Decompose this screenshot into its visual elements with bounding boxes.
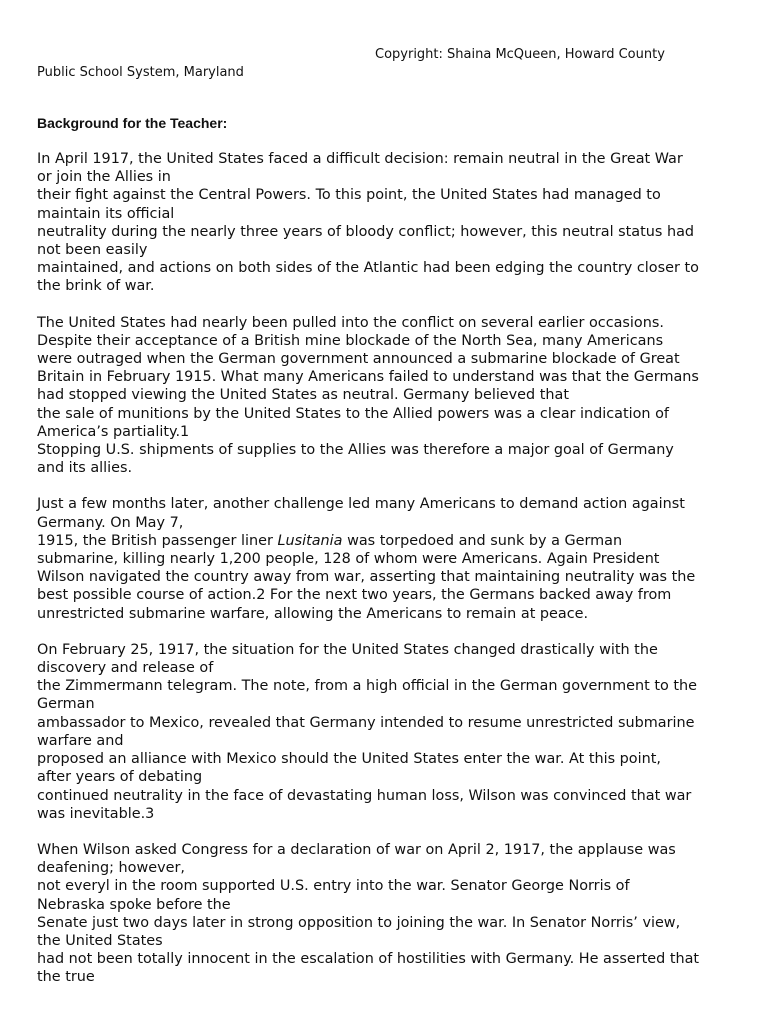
text-line: or join the Allies in — [37, 169, 171, 186]
text-line: the Zimmermann telegram. The note, from a high official in the German government to the — [37, 678, 697, 695]
text-line: the sale of munitions by the United States to the Allied powers was a clear indication of — [37, 405, 669, 422]
paragraph-1 — [37, 150, 737, 296]
text-line: unrestricted submarine warfare, allowing the Americans to remain at peace. — [37, 605, 589, 622]
text-line: had not been totally innocent in the escalation of hostilities with Germany. He asserted that — [37, 951, 700, 968]
text-line: proposed an alliance with Mexico should the United States enter the war. At this point, — [37, 751, 661, 768]
text-line: not been easily — [37, 242, 148, 259]
paragraph-5 — [37, 841, 737, 987]
text-line: submarine, killing nearly 1,200 people, 128 of whom were Americans. Again President — [37, 551, 660, 568]
text-line: was inevitable.3 — [37, 805, 155, 822]
text-segment: was torpedoed and sunk by a German — [342, 532, 623, 549]
text-line: the United States — [37, 932, 163, 949]
document-page — [37, 46, 737, 987]
paragraph-4 — [37, 641, 737, 823]
text-line: Britain in February 1915. What many Americans failed to understand was that the Germans — [37, 369, 699, 386]
text-line: Germany. On May 7, — [37, 514, 184, 531]
text-line: deafening; however, — [37, 860, 185, 877]
text-segment: 1915, the British passenger liner — [37, 532, 278, 549]
text-line: Stopping U.S. shipments of supplies to the Allies was therefore a major goal of Germany — [37, 442, 674, 459]
text-line: Despite their acceptance of a British mine blockade of the North Sea, many Americans — [37, 332, 664, 349]
paragraph-3 — [37, 495, 737, 622]
copyright-line-2: Public School System, Maryland — [37, 65, 244, 80]
text-line: Nebraska spoke before the — [37, 896, 231, 913]
ship-name-italic: Lusitania — [277, 532, 343, 549]
copyright-line: Copyright: Shaina McQueen, Howard County — [375, 47, 665, 62]
text-line: the brink of war. — [37, 278, 155, 295]
text-line: warfare and — [37, 732, 124, 749]
text-line: maintain its official — [37, 205, 175, 222]
text-line: When Wilson asked Congress for a declaration of war on April 2, 1917, the applause was — [37, 841, 676, 858]
text-line: The United States had nearly been pulled into the conflict on several earlier occasions. — [37, 314, 664, 331]
text-line: not everyl in the room supported U.S. entry into the war. Senator George Norris of — [37, 878, 630, 895]
text-line: Wilson navigated the country away from war, asserting that maintaining neutrality was the — [37, 569, 696, 586]
text-line: On February 25, 1917, the situation for the United States changed drastically with the — [37, 641, 658, 658]
text-line: In April 1917, the United States faced a difficult decision: remain neutral in the Great War — [37, 151, 683, 167]
text-line: maintained, and actions on both sides of the Atlantic had been edging the country closer to — [37, 260, 699, 277]
text-line: Just a few months later, another challenge led many Americans to demand action against — [37, 496, 685, 513]
text-line: and its allies. — [37, 460, 133, 477]
text-line: ambassador to Mexico, revealed that Germany intended to resume unrestricted submarine — [37, 714, 695, 731]
text-line: their fight against the Central Powers. To this point, the United States had managed to — [37, 187, 661, 204]
text-line: discovery and release of — [37, 660, 214, 677]
paragraph-2 — [37, 314, 737, 478]
text-line: the true — [37, 969, 95, 986]
text-line: America’s partiality.1 — [37, 423, 190, 440]
text-line: neutrality during the nearly three years of bloody conflict; however, this neutral status had — [37, 223, 695, 240]
text-line: continued neutrality in the face of devastating human loss, Wilson was convinced that war — [37, 787, 692, 804]
text-line: were outraged when the German government announced a submarine blockade of Great — [37, 351, 680, 368]
text-line: German — [37, 696, 95, 713]
text-line: after years of debating — [37, 769, 203, 786]
text-line: Senate just two days later in strong opposition to joining the war. In Senator Norris’ view, — [37, 914, 681, 931]
text-line: had stopped viewing the United States as neutral. Germany believed that — [37, 387, 569, 404]
text-line-with-italic — [37, 532, 737, 550]
section-heading: Background for the Teacher: — [37, 115, 228, 131]
text-line: best possible course of action.2 For the next two years, the Germans backed away from — [37, 587, 672, 604]
